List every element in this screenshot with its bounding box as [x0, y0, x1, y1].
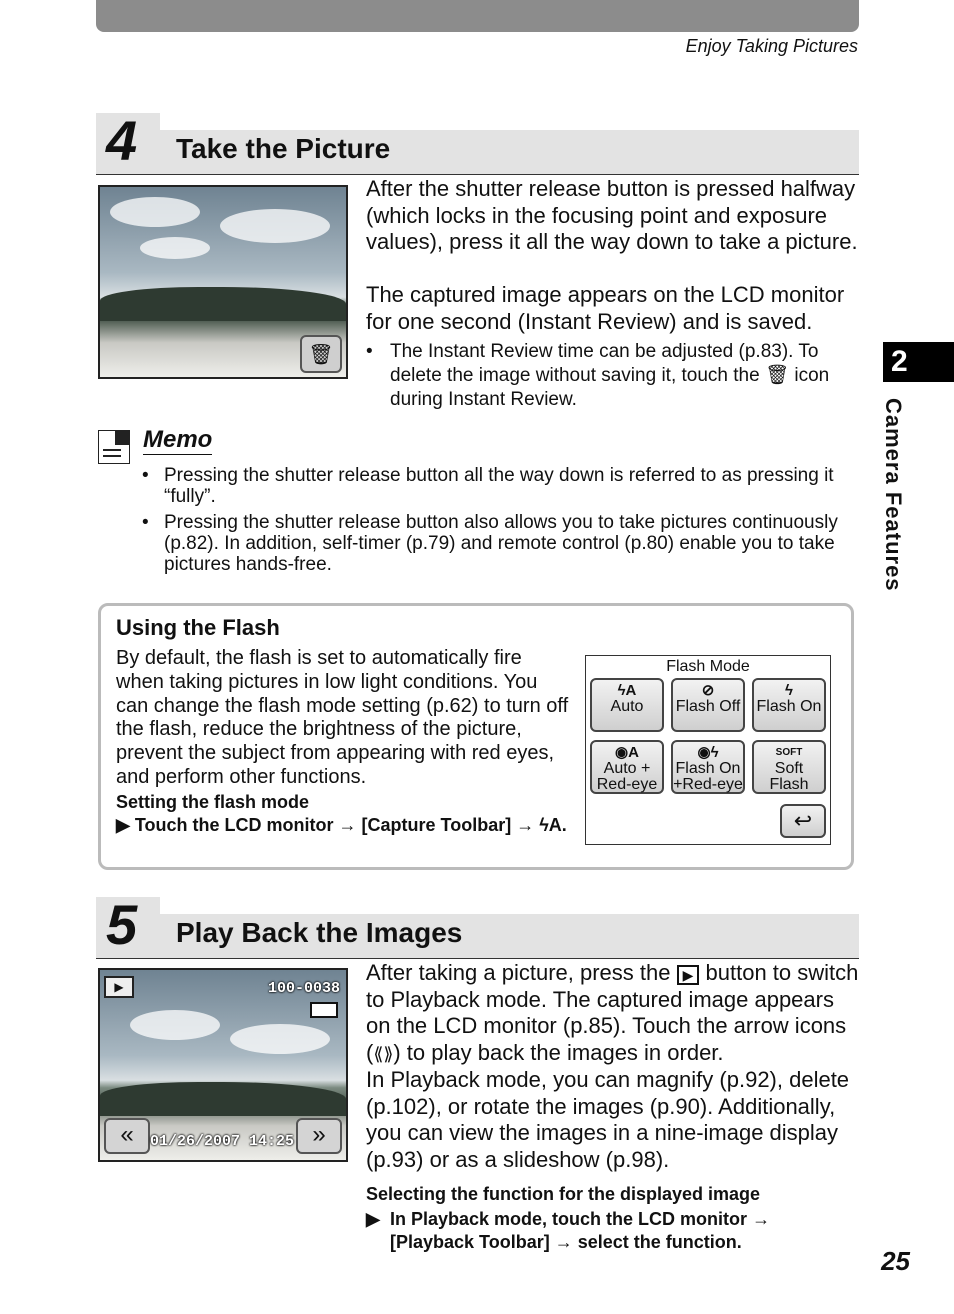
- file-number: 100-0038: [267, 980, 340, 997]
- memo-list: [140, 465, 860, 575]
- flash-on-button[interactable]: [752, 678, 826, 732]
- redeye-flash-icon: ◉ϟ: [697, 744, 719, 761]
- arrow-icon: →: [554, 1232, 573, 1252]
- flash-on-redeye-button[interactable]: [671, 740, 745, 794]
- step5-text-a: After taking a picture, press the: [366, 960, 671, 985]
- redeye-auto-icon: ◉A: [615, 744, 639, 761]
- flash-on-icon: ϟ: [785, 682, 793, 699]
- flash-button-label: Flash On: [756, 698, 822, 715]
- arrow-right-icon: ▶: [366, 1209, 380, 1229]
- playback-button-icon: ▶: [677, 965, 700, 985]
- chapter-number: 2: [891, 345, 908, 378]
- chapter-tab: [883, 342, 954, 382]
- flash-instruction: [116, 815, 567, 836]
- step4-bullet: • The Instant Review time can be adjusted (p.83). To delete the image without saving it, touch the 🗑 icon during Instant Review.: [366, 341, 830, 410]
- step4-paragraph2: The captured image appears on the LCD monitor for one second (Instant Review) and is saved.: [366, 282, 845, 334]
- flash-instruction-a: Touch the LCD monitor: [134, 815, 334, 835]
- next-arrow-icon[interactable]: »: [296, 1118, 342, 1154]
- step5-instruction-a: In Playback mode, touch the LCD monitor: [390, 1209, 748, 1229]
- step4-title: Take the Picture: [176, 133, 391, 164]
- flash-off-icon: ⊘: [701, 682, 715, 699]
- step4-number: 4: [106, 109, 138, 172]
- arrow-icon: →: [516, 815, 535, 835]
- chapter-label: Camera Features: [881, 398, 906, 592]
- soft-flash-icon: SOFT: [775, 747, 803, 758]
- step4-bullet-tail: icon during Instant Review.: [390, 365, 830, 410]
- step4-bullet-text: The Instant Review time can be adjusted (p.83). To delete the image without saving it, touch the: [390, 341, 819, 386]
- arrow-icon: →: [338, 815, 357, 835]
- flash-button-label: Soft Flash: [769, 760, 809, 793]
- flash-button-label: Auto: [610, 698, 644, 715]
- flash-body: By default, the flash is set to automatically fire when taking pictures in low light conditions. You can change the flash mode setting (p.62) to turn off the flash, reduce the brightness of the picture, prevent the subject from appearing with red eyes, and perform other functions.: [116, 647, 569, 788]
- arrow-icon: →: [752, 1209, 771, 1229]
- flash-button-label: Flash Off: [675, 698, 741, 715]
- previous-arrow-icon[interactable]: «: [104, 1118, 150, 1154]
- date-time: 01/26/2007 14:25: [150, 1133, 295, 1150]
- step5-number: 5: [106, 893, 138, 956]
- memo-icon: [98, 430, 130, 464]
- memo-item: • Pressing the shutter release button all the way down is referred to as pressing it “fully”.: [140, 465, 860, 507]
- step5-text-b: button to switch to Playback mode. The captured image appears on the LCD monitor (p.85). Touch the arrow icons (: [366, 960, 859, 1065]
- running-title: Enjoy Taking Pictures: [685, 36, 858, 56]
- step5-instruction: [366, 1208, 846, 1254]
- camera-screen-capture: [98, 185, 348, 379]
- memo-item: • Pressing the shutter release button also allows you to take pictures continuously (p.82). In addition, self-timer (p.79) and remote control (p.80) enable you to take pictures hands-free.: [140, 512, 860, 575]
- step5-instruction-b: [Playback Toolbar]: [390, 1232, 550, 1252]
- flash-title: Using the Flash: [116, 615, 280, 640]
- header-bar: [96, 0, 859, 32]
- arrow-icons: ⟪⟫: [373, 1043, 394, 1064]
- page-number: 25: [881, 1246, 910, 1276]
- step5-selecting-heading: Selecting the function for the displayed image: [366, 1184, 761, 1204]
- memo-title: Memo: [143, 426, 213, 453]
- soft-flash-button[interactable]: [752, 740, 826, 794]
- step4-paragraph1: After the shutter release button is pressed halfway (which locks in the focusing point and exposure values), press it all the way down to take a picture.: [366, 176, 858, 254]
- arrow-right-icon: ▶: [116, 815, 130, 835]
- step5-paragraph2: In Playback mode, you can magnify (p.92), delete (p.102), or rotate the images (p.90). Additionally, you can view the images in a nine-image display (p.93) or as a slideshow (p.98).: [366, 1067, 850, 1172]
- flash-setting-heading: Setting the flash mode: [116, 792, 310, 812]
- flash-panel-title: Flash Mode: [666, 658, 750, 675]
- camera-screen-playback: [98, 968, 348, 1162]
- battery-icon: [310, 1002, 338, 1018]
- flash-mode-panel: [585, 655, 831, 845]
- flash-off-button[interactable]: [671, 678, 745, 732]
- step5-title: Play Back the Images: [176, 917, 463, 948]
- return-icon[interactable]: ↩: [780, 804, 826, 838]
- trash-icon: 🗑: [764, 365, 790, 386]
- step5-paragraph1: [366, 960, 860, 1067]
- playback-icon: ▶: [104, 976, 134, 998]
- flash-instruction-b: [Capture Toolbar]: [361, 815, 512, 835]
- flash-auto-icon: ϟA: [617, 682, 637, 699]
- flash-auto-button[interactable]: [590, 678, 664, 732]
- trash-icon[interactable]: 🗑: [300, 335, 342, 373]
- flash-auto-icon: ϟA.: [539, 815, 567, 835]
- step5-instruction-c: select the function.: [577, 1232, 742, 1252]
- flash-button-label: Auto + Red-eye: [596, 760, 658, 793]
- step5-text-c: ) to play back the images in order.: [393, 1039, 724, 1065]
- flash-auto-redeye-button[interactable]: [590, 740, 664, 794]
- flash-button-label: Flash On +Red-eye: [673, 760, 743, 793]
